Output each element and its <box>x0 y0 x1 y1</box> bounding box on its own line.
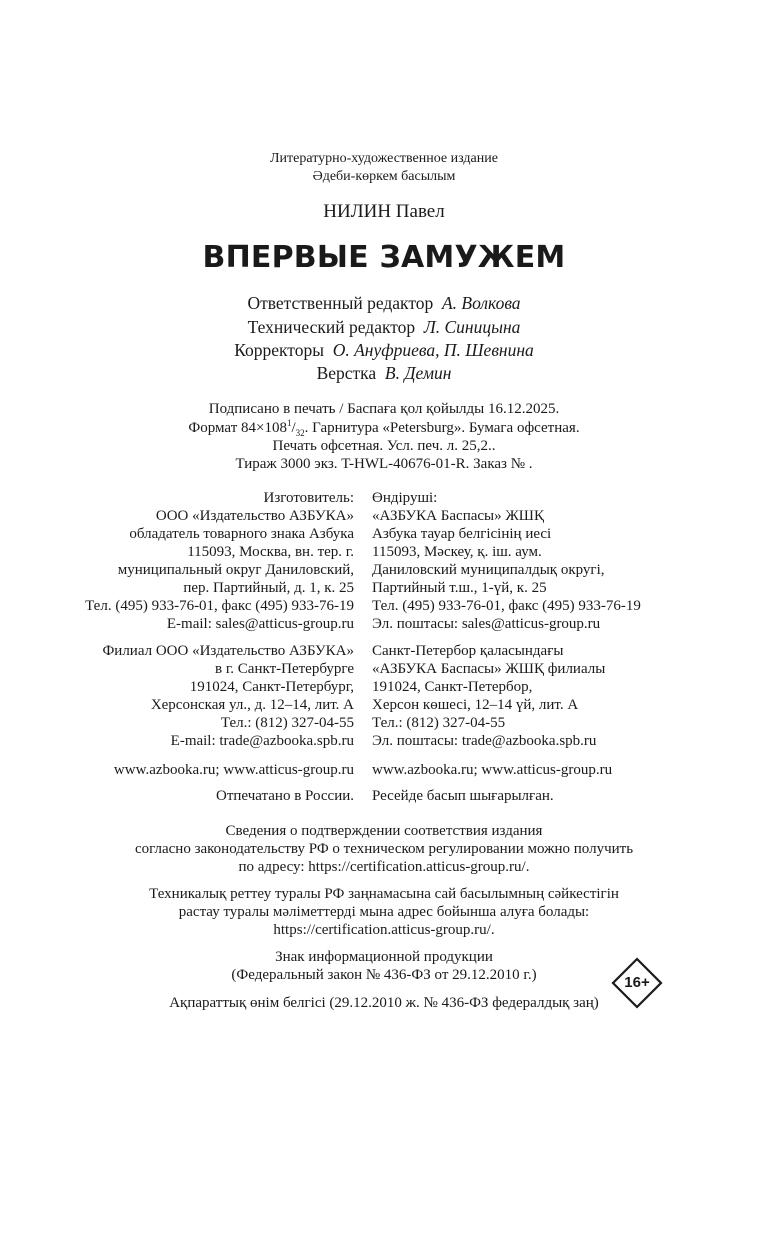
branch-ru-line: Филиал ООО «Издательство АЗБУКА» <box>102 643 354 659</box>
certification-ru-line: согласно законодательству РФ о техническом регулировании можно получить <box>134 841 634 857</box>
manufacturer-kz-line: Азбука тауар белгісінің иесі <box>372 526 552 542</box>
print-signed: Подписано в печать / Баспаға қол қойылды 16.12.2025. <box>208 401 560 417</box>
author-name: НИЛИН Павел <box>323 201 445 222</box>
website-kz: www.azbooka.ru; www.atticus-group.ru <box>372 762 613 778</box>
manufacturer-kz-line: 115093, Мәскеу, қ. іш. аум. <box>372 544 542 560</box>
website-ru: www.azbooka.ru; www.atticus-group.ru <box>113 762 354 778</box>
branch-ru <box>102 642 354 750</box>
format-sup: 1 <box>286 418 292 428</box>
manufacturer-ru-line: 115093, Москва, вн. тер. г. <box>187 544 354 560</box>
certification-kz-url: https://certification.atticus-group.ru/. <box>273 922 495 938</box>
manufacturer-ru-line: пер. Партийный, д. 1, к. 25 <box>183 580 354 596</box>
format-suffix: . Гарнитура «Petersburg». Бумага офсетная. <box>304 420 580 436</box>
staff-name: Л. Синицына <box>423 317 521 337</box>
staff-line-tech-editor <box>0 316 768 338</box>
staff-line-layout <box>0 362 768 384</box>
printed-kz: Ресейде басып шығарылған. <box>372 788 554 804</box>
manufacturer-kz-line: Тел. (495) 933-76-01, факс (495) 933-76-19 <box>372 598 641 614</box>
branch-kz-line: Херсон көшесі, 12–14 үй, лит. А <box>372 697 579 713</box>
manufacturer-kz-email: Эл. поштасы: sales@atticus-group.ru <box>372 616 601 632</box>
manufacturer-kz-line: «АЗБУКА Баспасы» ЖШҚ <box>372 508 544 524</box>
format-sub: 32 <box>295 428 305 438</box>
branch-kz <box>372 642 605 750</box>
info-sign-line1: Знак информационной продукции <box>275 949 493 965</box>
staff-role: Верстка <box>316 363 377 383</box>
info-sign-line3: Ақпараттық өнім белгісі (29.12.2010 ж. № 436-ФЗ федералдық заң) <box>169 995 599 1011</box>
manufacturer-kz-line: Партийный т.ш., 1-үй, к. 25 <box>372 580 547 596</box>
staff-role: Корректоры <box>234 340 324 360</box>
print-run: Тираж 3000 экз. T-HWL-40676-01-R. Заказ № . <box>235 456 533 472</box>
manufacturer-ru-line: Изготовитель: <box>263 490 354 506</box>
format-sep: / <box>291 420 296 436</box>
age-rating-label: 16+ <box>624 974 650 991</box>
branch-kz-line: 191024, Санкт-Петербор, <box>372 679 533 695</box>
certification-kz-line: растау туралы мәліметтерді мына адрес бойынша алуға болады: <box>178 904 590 920</box>
certification-ru-url: по адресу: https://certification.atticus-group.ru/. <box>238 859 530 875</box>
manufacturer-kz-line: Даниловский муниципалдық округі, <box>372 562 605 578</box>
edition-type-kz: Әдеби-көркем басылым <box>312 169 456 184</box>
print-format <box>0 419 768 437</box>
branch-kz-line: Тел.: (812) 327-04-55 <box>372 715 506 731</box>
edition-type-ru: Литературно-художественное издание <box>270 151 498 166</box>
certification-ru-line: Сведения о подтверждении соответствия издания <box>225 823 543 839</box>
age-rating-badge <box>611 957 663 1009</box>
manufacturer-ru-line: обладатель товарного знака Азбука <box>129 526 354 542</box>
printed-ru: Отпечатано в России. <box>216 788 354 804</box>
branch-kz-line: «АЗБУКА Баспасы» ЖШҚ филиалы <box>372 661 606 677</box>
branch-kz-email: Эл. поштасы: trade@azbooka.spb.ru <box>372 733 597 749</box>
branch-ru-line: Херсонская ул., д. 12–14, лит. А <box>150 697 354 713</box>
branch-ru-line: Тел.: (812) 327-04-55 <box>220 715 354 731</box>
manufacturer-ru-line: муниципальный округ Даниловский, <box>117 562 354 578</box>
branch-ru-line: в г. Санкт-Петербурге <box>215 661 354 677</box>
staff-name: А. Волкова <box>441 293 521 313</box>
staff-role: Технический редактор <box>247 317 416 337</box>
book-title: ВПЕРВЫЕ ЗАМУЖЕМ <box>202 240 566 275</box>
branch-ru-line: 191024, Санкт-Петербург, <box>189 679 354 695</box>
manufacturer-ru-line: ООО «Издательство АЗБУКА» <box>155 508 354 524</box>
manufacturer-ru <box>85 489 354 633</box>
manufacturer-kz <box>372 489 641 633</box>
manufacturer-ru-email: E-mail: sales@atticus-group.ru <box>166 616 354 632</box>
format-prefix: Формат 84×108 <box>188 420 287 436</box>
certification-kz-line: Техникалық реттеу туралы РФ заңнамасына сай басылымның сәйкестігін <box>149 886 619 902</box>
manufacturer-kz-line: Өндіруші: <box>372 490 438 506</box>
staff-line-editor <box>0 292 768 314</box>
manufacturer-ru-line: Тел. (495) 933-76-01, факс (495) 933-76-19 <box>85 598 354 614</box>
print-line: Печать офсетная. Усл. печ. л. 25,2.. <box>272 438 496 454</box>
staff-line-proofreaders <box>0 339 768 361</box>
staff-name: О. Ануфриева, П. Шевнина <box>332 340 534 360</box>
branch-kz-line: Санкт-Петербор қаласындағы <box>372 643 564 659</box>
branch-ru-email: E-mail: trade@azbooka.spb.ru <box>170 733 354 749</box>
staff-role: Ответственный редактор <box>247 293 434 313</box>
info-sign-line2: (Федеральный закон № 436-ФЗ от 29.12.2010 г.) <box>231 967 537 983</box>
staff-name: В. Демин <box>384 363 452 383</box>
